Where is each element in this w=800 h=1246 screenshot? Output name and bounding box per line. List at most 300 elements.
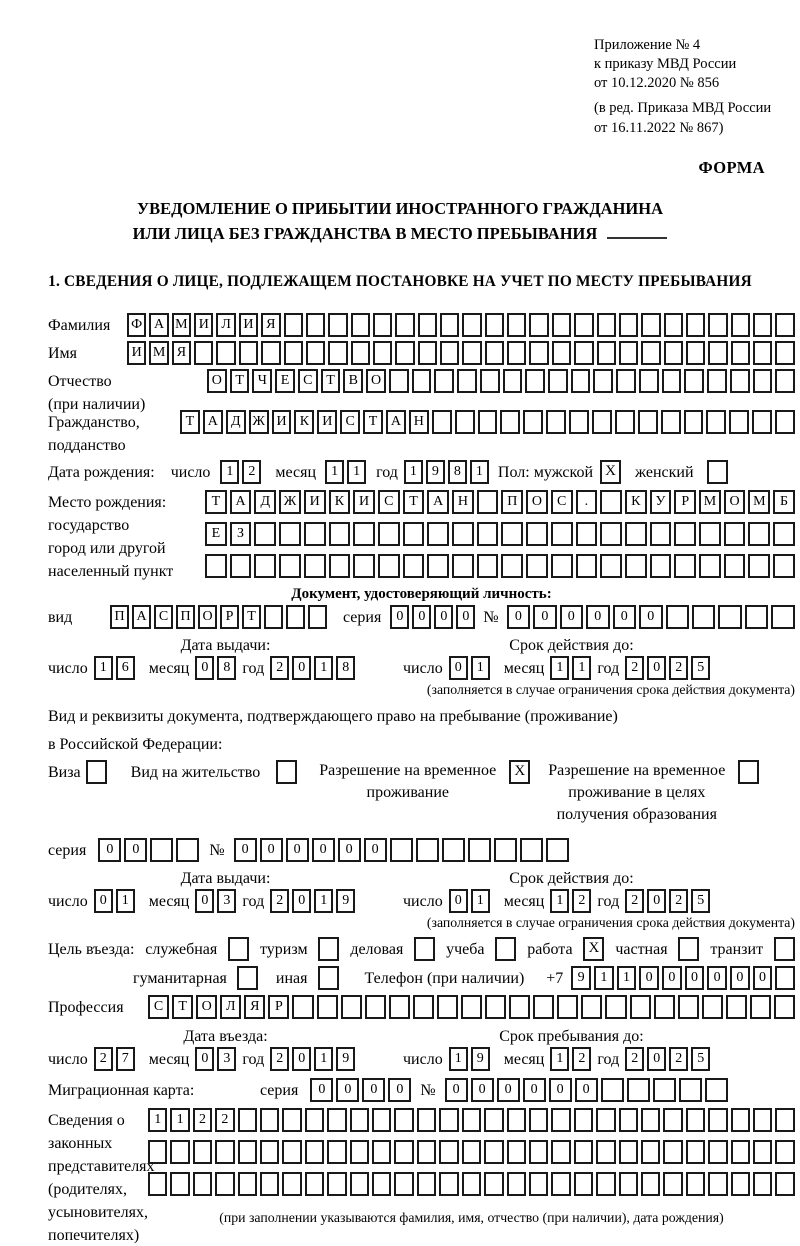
char-cell[interactable] xyxy=(462,313,481,337)
char-cell[interactable]: 1 xyxy=(314,889,333,913)
char-cell[interactable]: Т xyxy=(242,605,261,629)
char-cell[interactable] xyxy=(389,369,409,393)
char-cell[interactable]: З xyxy=(230,522,252,546)
char-cell[interactable] xyxy=(205,554,227,578)
char-cell[interactable] xyxy=(439,1140,458,1164)
char-cell[interactable]: 0 xyxy=(575,1078,598,1102)
char-cell[interactable] xyxy=(372,1172,391,1196)
char-cell[interactable]: И xyxy=(194,313,213,337)
char-cell[interactable] xyxy=(597,313,616,337)
char-cell[interactable] xyxy=(674,522,696,546)
char-cell[interactable] xyxy=(484,1140,503,1164)
char-cell[interactable]: 0 xyxy=(94,889,113,913)
char-cell[interactable] xyxy=(455,410,475,434)
char-cell[interactable] xyxy=(350,1172,369,1196)
char-cell[interactable]: 0 xyxy=(286,838,309,862)
char-cell[interactable]: 0 xyxy=(195,656,214,680)
char-cell[interactable] xyxy=(576,522,598,546)
char-cell[interactable] xyxy=(468,838,491,862)
char-cell[interactable] xyxy=(605,995,626,1019)
char-cell[interactable] xyxy=(215,1140,234,1164)
char-cell[interactable] xyxy=(775,410,795,434)
char-cell[interactable] xyxy=(641,313,660,337)
char-cell[interactable] xyxy=(418,313,437,337)
char-cell[interactable]: 2 xyxy=(270,656,289,680)
char-cell[interactable] xyxy=(708,1108,727,1132)
char-cell[interactable] xyxy=(478,410,498,434)
char-cell[interactable] xyxy=(193,1140,212,1164)
char-cell[interactable] xyxy=(708,313,727,337)
char-cell[interactable] xyxy=(462,341,481,365)
char-cell[interactable]: 0 xyxy=(124,838,147,862)
char-cell[interactable] xyxy=(238,1140,257,1164)
char-cell[interactable]: 0 xyxy=(456,605,475,629)
char-cell[interactable] xyxy=(282,1140,301,1164)
char-cell[interactable]: 1 xyxy=(449,1047,468,1071)
char-cell[interactable] xyxy=(462,1140,481,1164)
char-cell[interactable] xyxy=(327,1108,346,1132)
char-cell[interactable] xyxy=(215,1172,234,1196)
char-cell[interactable] xyxy=(306,341,325,365)
char-cell[interactable] xyxy=(194,341,213,365)
char-cell[interactable] xyxy=(581,995,602,1019)
char-cell[interactable] xyxy=(327,1140,346,1164)
char-cell[interactable]: М xyxy=(699,490,721,514)
char-cell[interactable] xyxy=(571,369,591,393)
char-cell[interactable] xyxy=(775,1108,794,1132)
char-cell[interactable]: 6 xyxy=(116,656,135,680)
char-cell[interactable] xyxy=(731,341,750,365)
char-cell[interactable] xyxy=(439,1172,458,1196)
char-cell[interactable] xyxy=(526,522,548,546)
char-cell[interactable] xyxy=(373,341,392,365)
char-cell[interactable] xyxy=(353,522,375,546)
char-cell[interactable]: С xyxy=(148,995,169,1019)
char-cell[interactable]: К xyxy=(294,410,314,434)
char-cell[interactable] xyxy=(395,341,414,365)
char-cell[interactable]: 5 xyxy=(691,889,710,913)
char-cell[interactable]: Ж xyxy=(279,490,301,514)
purpose-private-checkbox[interactable] xyxy=(678,937,699,961)
char-cell[interactable] xyxy=(529,341,548,365)
char-cell[interactable] xyxy=(707,369,727,393)
char-cell[interactable] xyxy=(507,341,526,365)
char-cell[interactable]: 0 xyxy=(507,605,530,629)
char-cell[interactable]: И xyxy=(239,313,258,337)
char-cell[interactable] xyxy=(596,1172,615,1196)
char-cell[interactable]: 5 xyxy=(691,1047,710,1071)
char-cell[interactable]: 8 xyxy=(336,656,355,680)
char-cell[interactable]: 1 xyxy=(148,1108,167,1132)
char-cell[interactable] xyxy=(686,1108,705,1132)
char-cell[interactable] xyxy=(708,1140,727,1164)
char-cell[interactable]: 9 xyxy=(426,460,445,484)
char-cell[interactable] xyxy=(507,1108,526,1132)
char-cell[interactable] xyxy=(551,522,573,546)
char-cell[interactable] xyxy=(664,341,683,365)
char-cell[interactable] xyxy=(625,554,647,578)
char-cell[interactable] xyxy=(279,554,301,578)
char-cell[interactable] xyxy=(650,522,672,546)
char-cell[interactable]: 1 xyxy=(116,889,135,913)
char-cell[interactable] xyxy=(328,341,347,365)
char-cell[interactable] xyxy=(729,410,749,434)
char-cell[interactable]: 0 xyxy=(362,1078,385,1102)
char-cell[interactable]: Ч xyxy=(252,369,272,393)
char-cell[interactable] xyxy=(692,605,715,629)
char-cell[interactable] xyxy=(305,1172,324,1196)
char-cell[interactable] xyxy=(551,554,573,578)
char-cell[interactable]: 1 xyxy=(470,460,489,484)
char-cell[interactable]: 0 xyxy=(390,605,409,629)
char-cell[interactable]: М xyxy=(149,341,168,365)
char-cell[interactable]: 1 xyxy=(347,460,366,484)
char-cell[interactable]: 0 xyxy=(292,656,311,680)
char-cell[interactable] xyxy=(753,1108,772,1132)
char-cell[interactable] xyxy=(596,1108,615,1132)
char-cell[interactable]: 0 xyxy=(412,605,431,629)
char-cell[interactable]: 0 xyxy=(195,1047,214,1071)
char-cell[interactable] xyxy=(507,1140,526,1164)
char-cell[interactable] xyxy=(552,313,571,337)
char-cell[interactable] xyxy=(775,313,794,337)
char-cell[interactable]: 2 xyxy=(625,1047,644,1071)
char-cell[interactable] xyxy=(193,1172,212,1196)
char-cell[interactable]: П xyxy=(501,490,523,514)
char-cell[interactable] xyxy=(238,1172,257,1196)
char-cell[interactable] xyxy=(653,1078,676,1102)
char-cell[interactable]: А xyxy=(386,410,406,434)
char-cell[interactable] xyxy=(317,995,338,1019)
char-cell[interactable] xyxy=(525,369,545,393)
char-cell[interactable] xyxy=(705,1078,728,1102)
char-cell[interactable]: 8 xyxy=(217,656,236,680)
title-number-blank[interactable] xyxy=(607,224,667,239)
char-cell[interactable] xyxy=(372,1108,391,1132)
char-cell[interactable]: 0 xyxy=(613,605,636,629)
char-cell[interactable] xyxy=(686,313,705,337)
char-cell[interactable]: 5 xyxy=(691,656,710,680)
char-cell[interactable] xyxy=(592,410,612,434)
char-cell[interactable]: 0 xyxy=(523,1078,546,1102)
char-cell[interactable] xyxy=(403,554,425,578)
char-cell[interactable] xyxy=(485,313,504,337)
char-cell[interactable] xyxy=(254,554,276,578)
char-cell[interactable]: 0 xyxy=(449,889,468,913)
char-cell[interactable] xyxy=(462,1108,481,1132)
char-cell[interactable] xyxy=(442,838,465,862)
char-cell[interactable]: 1 xyxy=(617,966,637,990)
char-cell[interactable] xyxy=(494,838,517,862)
char-cell[interactable]: Р xyxy=(674,490,696,514)
char-cell[interactable] xyxy=(350,1108,369,1132)
char-cell[interactable] xyxy=(753,1140,772,1164)
char-cell[interactable] xyxy=(753,1172,772,1196)
char-cell[interactable] xyxy=(418,341,437,365)
char-cell[interactable]: 0 xyxy=(312,838,335,862)
char-cell[interactable]: 0 xyxy=(471,1078,494,1102)
char-cell[interactable]: Л xyxy=(216,313,235,337)
char-cell[interactable]: О xyxy=(207,369,227,393)
char-cell[interactable]: 0 xyxy=(98,838,121,862)
char-cell[interactable]: 2 xyxy=(625,656,644,680)
char-cell[interactable] xyxy=(731,1108,750,1132)
char-cell[interactable] xyxy=(305,1108,324,1132)
char-cell[interactable] xyxy=(304,554,326,578)
char-cell[interactable] xyxy=(304,522,326,546)
char-cell[interactable] xyxy=(641,1172,660,1196)
char-cell[interactable] xyxy=(718,605,741,629)
char-cell[interactable]: 1 xyxy=(594,966,614,990)
char-cell[interactable]: Р xyxy=(268,995,289,1019)
char-cell[interactable] xyxy=(484,1108,503,1132)
char-cell[interactable] xyxy=(775,966,795,990)
char-cell[interactable]: 0 xyxy=(753,966,773,990)
char-cell[interactable]: 9 xyxy=(336,889,355,913)
purpose-tourism-checkbox[interactable] xyxy=(318,937,339,961)
char-cell[interactable] xyxy=(308,605,327,629)
char-cell[interactable] xyxy=(638,410,658,434)
char-cell[interactable] xyxy=(327,1172,346,1196)
char-cell[interactable] xyxy=(440,341,459,365)
char-cell[interactable]: 3 xyxy=(217,1047,236,1071)
char-cell[interactable]: 0 xyxy=(292,889,311,913)
char-cell[interactable] xyxy=(684,410,704,434)
char-cell[interactable] xyxy=(170,1172,189,1196)
char-cell[interactable] xyxy=(775,341,794,365)
char-cell[interactable]: И xyxy=(272,410,292,434)
char-cell[interactable]: 0 xyxy=(639,966,659,990)
char-cell[interactable]: С xyxy=(551,490,573,514)
char-cell[interactable] xyxy=(569,410,589,434)
char-cell[interactable] xyxy=(529,1172,548,1196)
char-cell[interactable]: С xyxy=(378,490,400,514)
char-cell[interactable] xyxy=(574,341,593,365)
char-cell[interactable]: А xyxy=(132,605,151,629)
char-cell[interactable] xyxy=(353,554,375,578)
char-cell[interactable] xyxy=(394,1108,413,1132)
char-cell[interactable]: 2 xyxy=(669,889,688,913)
char-cell[interactable]: Д xyxy=(226,410,246,434)
char-cell[interactable]: 2 xyxy=(669,656,688,680)
purpose-official-checkbox[interactable] xyxy=(228,937,249,961)
char-cell[interactable]: О xyxy=(196,995,217,1019)
char-cell[interactable]: 9 xyxy=(571,966,591,990)
char-cell[interactable] xyxy=(372,1140,391,1164)
char-cell[interactable] xyxy=(480,369,500,393)
char-cell[interactable] xyxy=(440,313,459,337)
char-cell[interactable] xyxy=(726,995,747,1019)
char-cell[interactable] xyxy=(619,1172,638,1196)
char-cell[interactable] xyxy=(260,1108,279,1132)
char-cell[interactable] xyxy=(551,1172,570,1196)
char-cell[interactable] xyxy=(745,605,768,629)
char-cell[interactable] xyxy=(615,410,635,434)
purpose-other-checkbox[interactable] xyxy=(318,966,339,990)
char-cell[interactable]: Р xyxy=(220,605,239,629)
char-cell[interactable] xyxy=(731,1172,750,1196)
char-cell[interactable] xyxy=(576,554,598,578)
char-cell[interactable] xyxy=(526,554,548,578)
char-cell[interactable] xyxy=(775,1172,794,1196)
char-cell[interactable]: 9 xyxy=(471,1047,490,1071)
char-cell[interactable] xyxy=(641,1140,660,1164)
char-cell[interactable]: В xyxy=(343,369,363,393)
char-cell[interactable] xyxy=(306,313,325,337)
char-cell[interactable]: С xyxy=(154,605,173,629)
char-cell[interactable] xyxy=(574,1140,593,1164)
char-cell[interactable]: 1 xyxy=(404,460,423,484)
char-cell[interactable]: . xyxy=(576,490,598,514)
char-cell[interactable] xyxy=(752,410,772,434)
char-cell[interactable] xyxy=(509,995,530,1019)
char-cell[interactable] xyxy=(503,369,523,393)
char-cell[interactable] xyxy=(254,522,276,546)
char-cell[interactable]: 3 xyxy=(217,889,236,913)
char-cell[interactable] xyxy=(389,995,410,1019)
char-cell[interactable]: Т xyxy=(403,490,425,514)
char-cell[interactable]: 0 xyxy=(662,966,682,990)
char-cell[interactable]: И xyxy=(317,410,337,434)
char-cell[interactable] xyxy=(601,1078,624,1102)
char-cell[interactable]: О xyxy=(724,490,746,514)
char-cell[interactable] xyxy=(439,1108,458,1132)
char-cell[interactable] xyxy=(501,554,523,578)
char-cell[interactable] xyxy=(485,995,506,1019)
char-cell[interactable]: П xyxy=(110,605,129,629)
char-cell[interactable] xyxy=(686,341,705,365)
char-cell[interactable] xyxy=(625,522,647,546)
char-cell[interactable]: С xyxy=(298,369,318,393)
char-cell[interactable]: К xyxy=(625,490,647,514)
char-cell[interactable] xyxy=(630,995,651,1019)
char-cell[interactable]: 2 xyxy=(193,1108,212,1132)
char-cell[interactable] xyxy=(261,341,280,365)
purpose-work-checkbox[interactable]: X xyxy=(583,937,604,961)
char-cell[interactable]: 0 xyxy=(234,838,257,862)
char-cell[interactable]: У xyxy=(650,490,672,514)
char-cell[interactable]: Я xyxy=(244,995,265,1019)
char-cell[interactable] xyxy=(264,605,283,629)
char-cell[interactable] xyxy=(507,1172,526,1196)
char-cell[interactable]: 1 xyxy=(314,1047,333,1071)
char-cell[interactable] xyxy=(378,554,400,578)
char-cell[interactable]: 0 xyxy=(364,838,387,862)
char-cell[interactable] xyxy=(148,1140,167,1164)
char-cell[interactable]: О xyxy=(366,369,386,393)
char-cell[interactable]: Л xyxy=(220,995,241,1019)
char-cell[interactable] xyxy=(654,995,675,1019)
char-cell[interactable]: 1 xyxy=(550,1047,569,1071)
char-cell[interactable] xyxy=(477,490,499,514)
char-cell[interactable] xyxy=(731,313,750,337)
char-cell[interactable] xyxy=(403,522,425,546)
char-cell[interactable]: Т xyxy=(172,995,193,1019)
char-cell[interactable]: 2 xyxy=(270,1047,289,1071)
char-cell[interactable] xyxy=(774,995,795,1019)
char-cell[interactable]: Е xyxy=(205,522,227,546)
char-cell[interactable] xyxy=(260,1172,279,1196)
visa-checkbox[interactable] xyxy=(86,760,107,784)
char-cell[interactable]: 1 xyxy=(325,460,344,484)
char-cell[interactable] xyxy=(477,522,499,546)
char-cell[interactable] xyxy=(437,995,458,1019)
char-cell[interactable] xyxy=(523,410,543,434)
char-cell[interactable] xyxy=(551,1108,570,1132)
char-cell[interactable]: 0 xyxy=(647,889,666,913)
char-cell[interactable] xyxy=(507,313,526,337)
sex-female-checkbox[interactable] xyxy=(707,460,728,484)
char-cell[interactable] xyxy=(427,522,449,546)
char-cell[interactable] xyxy=(373,313,392,337)
char-cell[interactable]: Т xyxy=(363,410,383,434)
char-cell[interactable] xyxy=(394,1140,413,1164)
char-cell[interactable]: 0 xyxy=(560,605,583,629)
char-cell[interactable] xyxy=(432,410,452,434)
char-cell[interactable]: А xyxy=(203,410,223,434)
char-cell[interactable]: 1 xyxy=(471,656,490,680)
char-cell[interactable] xyxy=(462,1172,481,1196)
char-cell[interactable]: А xyxy=(149,313,168,337)
char-cell[interactable] xyxy=(286,605,305,629)
char-cell[interactable]: 0 xyxy=(260,838,283,862)
char-cell[interactable] xyxy=(748,554,770,578)
char-cell[interactable] xyxy=(650,554,672,578)
char-cell[interactable] xyxy=(529,313,548,337)
char-cell[interactable] xyxy=(708,1172,727,1196)
char-cell[interactable]: Д xyxy=(254,490,276,514)
char-cell[interactable]: 0 xyxy=(685,966,705,990)
char-cell[interactable] xyxy=(600,522,622,546)
char-cell[interactable]: 0 xyxy=(338,838,361,862)
char-cell[interactable] xyxy=(731,1140,750,1164)
char-cell[interactable] xyxy=(753,341,772,365)
temporary-permit-checkbox[interactable]: X xyxy=(509,760,530,784)
char-cell[interactable] xyxy=(619,313,638,337)
char-cell[interactable] xyxy=(699,522,721,546)
char-cell[interactable] xyxy=(260,1140,279,1164)
char-cell[interactable] xyxy=(686,1140,705,1164)
char-cell[interactable] xyxy=(627,1078,650,1102)
char-cell[interactable]: М xyxy=(172,313,191,337)
char-cell[interactable]: 2 xyxy=(625,889,644,913)
char-cell[interactable] xyxy=(663,1172,682,1196)
char-cell[interactable] xyxy=(619,1108,638,1132)
char-cell[interactable]: 1 xyxy=(550,889,569,913)
char-cell[interactable]: Я xyxy=(172,341,191,365)
char-cell[interactable]: 2 xyxy=(669,1047,688,1071)
char-cell[interactable]: Т xyxy=(205,490,227,514)
char-cell[interactable] xyxy=(461,995,482,1019)
char-cell[interactable] xyxy=(176,838,199,862)
char-cell[interactable]: 0 xyxy=(707,966,727,990)
char-cell[interactable]: 0 xyxy=(195,889,214,913)
char-cell[interactable]: 0 xyxy=(586,605,609,629)
temporary-permit-education-checkbox[interactable] xyxy=(738,760,759,784)
char-cell[interactable]: Н xyxy=(409,410,429,434)
char-cell[interactable] xyxy=(600,490,622,514)
char-cell[interactable] xyxy=(548,369,568,393)
char-cell[interactable] xyxy=(434,369,454,393)
char-cell[interactable] xyxy=(619,341,638,365)
char-cell[interactable] xyxy=(724,554,746,578)
char-cell[interactable]: 1 xyxy=(220,460,239,484)
char-cell[interactable]: 8 xyxy=(448,460,467,484)
char-cell[interactable] xyxy=(230,554,252,578)
purpose-transit-checkbox[interactable] xyxy=(774,937,795,961)
char-cell[interactable]: О xyxy=(198,605,217,629)
char-cell[interactable] xyxy=(365,995,386,1019)
